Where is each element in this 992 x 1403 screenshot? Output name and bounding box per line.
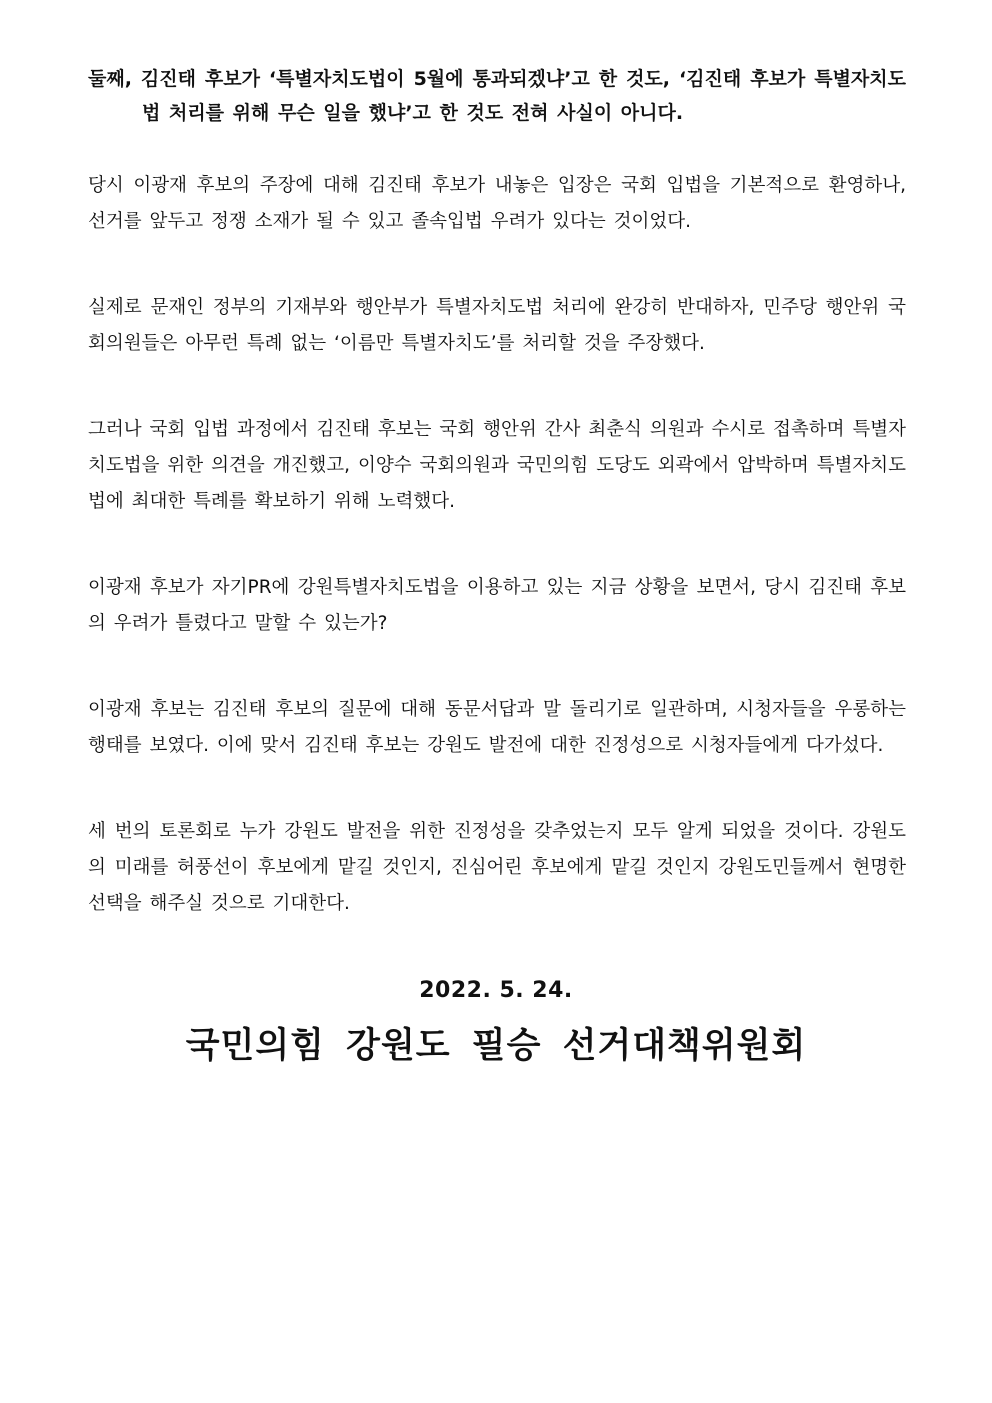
press-release-body <box>88 62 906 922</box>
body-paragraph-5: 이광재 후보는 김진태 후보의 질문에 대해 동문서답과 말 돌리기로 일관하며, 시청자들을 우롱하는 행태를 보였다. 이에 맞서 김진태 후보는 강원도 발전에 대한 진정성으로 시청자들에게 다가섰다. <box>88 699 906 756</box>
body-paragraph-2: 실제로 문재인 정부의 기재부와 행안부가 특별자치도법 처리에 완강히 반대하자, 민주당 행안위 국회의원들은 아무런 특례 없는 ‘이름만 특별자치도’를 처리할 것을 주장했다. <box>88 297 906 354</box>
section-heading: 둘째, 김진태 후보가 ‘특별자치도법이 5월에 통과되겠냐’고 한 것도, ‘김진태 후보가 특별자치도법 처리를 위해 무슨 일을 했냐’고 한 것도 전혀 사실이 아니다. <box>88 68 906 124</box>
body-paragraph-3: 그러나 국회 입법 과정에서 김진태 후보는 국회 행안위 간사 최춘식 의원과 수시로 접촉하며 특별자치도법을 위한 의견을 개진했고, 이양수 국회의원과 국민의힘 도당도 외곽에서 압박하며 특별자치도법에 최대한 특례를 확보하기 위해 노력했다. <box>88 419 906 512</box>
body-paragraph-4: 이광재 후보가 자기PR에 강원특별자치도법을 이용하고 있는 지금 상황을 보면서, 당시 김진태 후보의 우려가 틀렸다고 말할 수 있는가? <box>88 577 906 634</box>
body-paragraph-6: 세 번의 토론회로 누가 강원도 발전을 위한 진정성을 갖추었는지 모두 알게 되었을 것이다. 강원도의 미래를 허풍선이 후보에게 맡길 것인지, 진심어린 후보에게 맡길 것인지 강원도민들께서 현명한 선택을 해주실 것으로 기대한다. <box>88 821 906 914</box>
release-date: 2022. 5. 24. <box>419 978 573 1003</box>
organization-signature: 국민의힘 강원도 필승 선거대책위원회 <box>185 1026 807 1066</box>
body-paragraph-1: 당시 이광재 후보의 주장에 대해 김진태 후보가 내놓은 입장은 국회 입법을 기본적으로 환영하나, 선거를 앞두고 정쟁 소재가 될 수 있고 졸속입법 우려가 있다는 것이었다. <box>88 175 906 232</box>
